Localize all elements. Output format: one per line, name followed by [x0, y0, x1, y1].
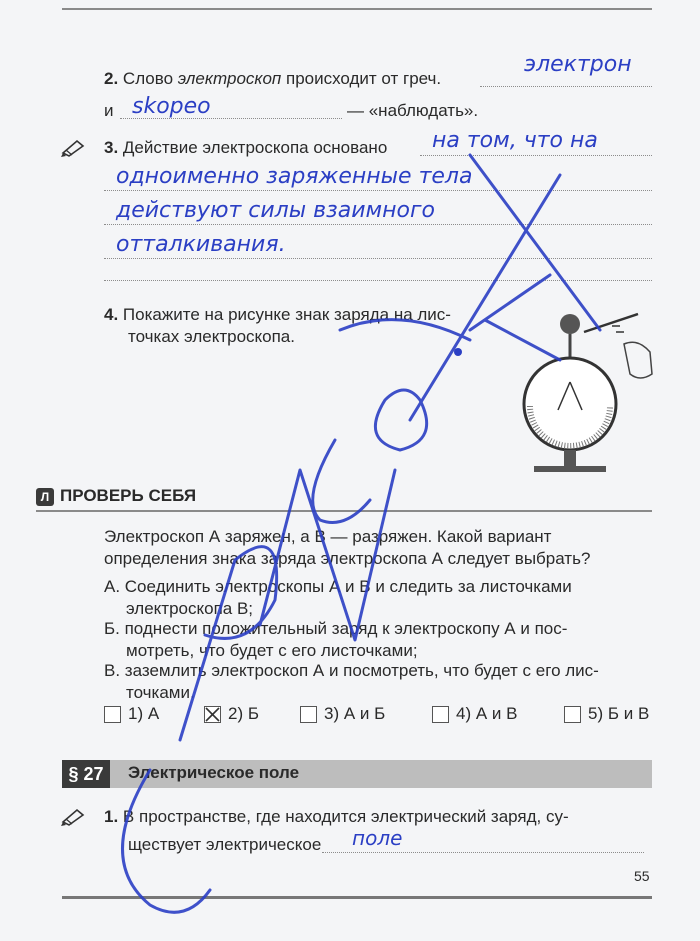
- check-paragraph-1: Электроскоп А заряжен, а В — разряжен. Какой вариант: [104, 527, 552, 546]
- answer-label-2: 2) Б: [228, 704, 259, 723]
- q2-word: электроскоп: [177, 69, 282, 88]
- option-b-line1: Б. поднести положительный заряд к электроскопу А и пос-: [104, 619, 568, 638]
- q3-text: Действие электроскопа основано: [122, 138, 388, 157]
- q3-number: 3.: [104, 138, 119, 157]
- overlay-stroke-extra: [340, 320, 470, 340]
- q2-dash-text: — «наблюдать».: [347, 101, 479, 120]
- section-title: Электрическое поле: [128, 763, 300, 782]
- option-b-line2: мотреть, что будет с его листочками;: [126, 641, 418, 660]
- s27q1-text: В пространстве, где находится электрический заряд, су-: [122, 807, 569, 826]
- q2-number: 2.: [104, 69, 119, 88]
- q3-handwriting-1: на том, что на: [432, 128, 598, 153]
- s27q1-line2: ществует электрическое: [128, 835, 322, 854]
- s27q1-handwriting: поле: [352, 826, 403, 850]
- answer-label-1: 1) А: [128, 704, 160, 723]
- check-yourself-icon: Л: [36, 488, 54, 506]
- check-yourself-title: ПРОВЕРЬ СЕБЯ: [60, 486, 197, 505]
- q4-text-1: Покажите на рисунке знак заряда на лис-: [122, 305, 451, 324]
- check-paragraph-2: определения знака заряда электроскопа А следует выбрать?: [104, 549, 591, 568]
- q2-handwriting-2: skopeo: [132, 94, 211, 119]
- overlay-stroke-o: [375, 390, 426, 450]
- q2-handwriting-1: электрон: [524, 52, 632, 77]
- page-number: 55: [634, 868, 650, 884]
- option-a-line2: электроскопа В;: [126, 599, 254, 618]
- q2-and: и: [104, 101, 114, 120]
- overlay-stroke-k: [410, 175, 560, 420]
- q3-handwriting-4: отталкивания.: [116, 232, 286, 257]
- q4-line2: точках электроскопа.: [128, 327, 295, 346]
- overlay-stroke-p: [180, 547, 277, 740]
- q2-text-a: Слово: [122, 69, 178, 88]
- q2-text-b: происходит от греч.: [281, 69, 442, 88]
- answer-label-4: 4) А и В: [456, 704, 518, 723]
- answer-label-3: 3) А и Б: [324, 704, 386, 723]
- overlay-stroke-i: [260, 470, 395, 640]
- overlay-dot: [454, 348, 462, 356]
- s27q1-number: 1.: [104, 807, 119, 826]
- option-a-line1: А. Соединить электроскопы А и В и следить за листочками: [104, 577, 572, 596]
- q3-handwriting-3: действуют силы взаимного: [116, 198, 435, 223]
- option-c-line1: В. заземлить электроскоп А и посмотреть, что будет с его лис-: [104, 661, 599, 680]
- section-number: § 27: [62, 760, 110, 788]
- overlay-stroke-c2: [313, 440, 370, 523]
- q3-handwriting-2: одноименно заряженные тела: [116, 164, 473, 189]
- overlay-stroke-diag: [470, 155, 600, 330]
- q4-number: 4.: [104, 305, 119, 324]
- overlay-stroke-c1: [123, 770, 211, 912]
- answer-label-5: 5) Б и В: [588, 704, 650, 723]
- option-c-line2: точками.: [126, 683, 195, 702]
